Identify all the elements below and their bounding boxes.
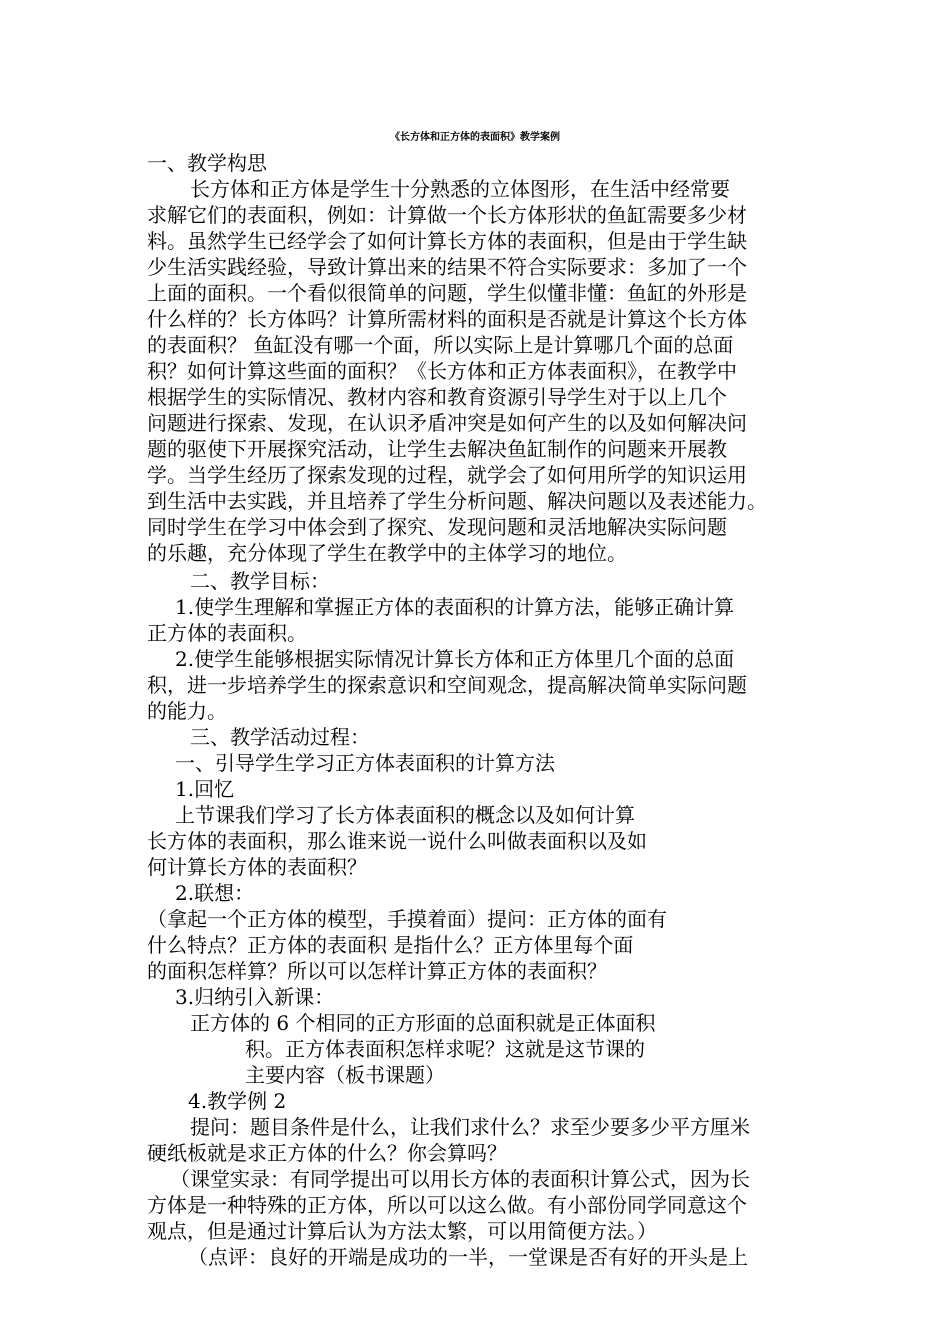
objective-line: 的能力。 xyxy=(147,699,227,723)
paragraph-line: 何计算长方体的表面积？ xyxy=(147,855,367,879)
paragraph-line: 同时学生在学习中体会到了探究、发现问题和灵活地解决实际问题 xyxy=(147,515,727,539)
step-heading: 4.教学例 2 xyxy=(188,1089,287,1113)
paragraph-line: 硬纸板就是求正方体的什么？你会算吗？ xyxy=(147,1141,507,1165)
classroom-record-line: （课堂实录：有同学提出可以用长方体的表面积计算公式，因为长 xyxy=(170,1167,750,1191)
paragraph-line: 料。虽然学生已经学会了如何计算长方体的表面积，但是由于学生缺 xyxy=(147,229,747,253)
paragraph-line: 的表面积？ 鱼缸没有哪一个面，所以实际上是计算哪几个面的总面 xyxy=(147,333,734,357)
paragraph-line: 学。当学生经历了探索发现的过程，就学会了如何用所学的知识运用 xyxy=(147,463,747,487)
paragraph-line: 的面积怎样算？所以可以怎样计算正方体的表面积？ xyxy=(147,959,607,983)
step-heading: 2.联想： xyxy=(175,881,255,905)
paragraph-line: 上面的面积。一个看似很简单的问题，学生似懂非懂：鱼缸的外形是 xyxy=(147,281,747,305)
paragraph-line: 长方体和正方体是学生十分熟悉的立体图形，在生活中经常要 xyxy=(190,177,730,201)
paragraph-line: （拿起一个正方体的模型，手摸着面）提问：正方体的面有 xyxy=(147,907,667,931)
objective-line: 1.使学生理解和掌握正方体的表面积的计算方法，能够正确计算 xyxy=(175,595,735,619)
paragraph-line: 什么样的？长方体吗？计算所需材料的面积是否就是计算这个长方体 xyxy=(147,307,747,331)
objective-line: 2.使学生能够根据实际情况计算长方体和正方体里几个面的总面 xyxy=(175,647,735,671)
document-title: 《长方体和正方体的表面积》教学案例 xyxy=(390,132,560,143)
paragraph-line: 到生活中去实践，并且培养了学生分析问题、解决问题以及表述能力。 xyxy=(147,489,767,513)
paragraph-line: 主要内容（板书课题） xyxy=(245,1063,445,1087)
paragraph-line: 上节课我们学习了长方体表面积的概念以及如何计算 xyxy=(175,803,635,827)
heading-1: 一、教学构思 xyxy=(147,151,267,175)
paragraph-line: 积？如何计算这些面的面积？《长方体和正方体表面积》，在教学中 xyxy=(147,359,737,383)
paragraph-line: 的乐趣，充分体现了学生在教学中的主体学习的地位。 xyxy=(147,541,627,565)
objective-line: 正方体的表面积。 xyxy=(147,621,307,645)
paragraph-line: 什么特点？正方体的表面积 是指什么？正方体里每个面 xyxy=(147,933,634,957)
heading-2: 二、教学目标： xyxy=(190,569,330,593)
paragraph-line: 求解它们的表面积，例如：计算做一个长方体形状的鱼缸需要多少材 xyxy=(147,203,747,227)
classroom-record-line: 观点，但是通过计算后认为方法太繁，可以用简便方法。） xyxy=(147,1219,657,1243)
paragraph-line: 长方体的表面积，那么谁来说一说什么叫做表面积以及如 xyxy=(147,829,647,853)
paragraph-line: 根据学生的实际情况、教材内容和教育资源引导学生对于以上几个 xyxy=(147,385,727,409)
comment-line: （点评：良好的开端是成功的一半，一堂课是否有好的开头是上 xyxy=(188,1245,748,1269)
step-heading: 3.归纳引入新课： xyxy=(175,985,335,1009)
objective-line: 积，进一步培养学生的探索意识和空间观念，提高解决简单实际问题 xyxy=(147,673,747,697)
subheading: 一、引导学生学习正方体表面积的计算方法 xyxy=(175,751,555,775)
paragraph-line: 问题进行探索、发现，在认识矛盾冲突是如何产生的以及如何解决问 xyxy=(147,411,747,435)
paragraph-line: 提问：题目条件是什么，让我们求什么？求至少要多少平方厘米 xyxy=(190,1115,750,1139)
paragraph-line: 题的驱使下开展探究活动，让学生去解决鱼缸制作的问题来开展教 xyxy=(147,437,727,461)
heading-3: 三、教学活动过程： xyxy=(190,725,370,749)
paragraph-line: 正方体的 6 个相同的正方形面的总面积就是正体面积 xyxy=(190,1011,656,1035)
classroom-record-line: 方体是一种特殊的正方体，所以可以这么做。有小部份同学同意这个 xyxy=(147,1193,747,1217)
paragraph-line: 少生活实践经验，导致计算出来的结果不符合实际要求：多加了一个 xyxy=(147,255,747,279)
step-heading: 1.回忆 xyxy=(175,777,235,801)
paragraph-line: 积。正方体表面积怎样求呢？这就是这节课的 xyxy=(245,1037,645,1061)
